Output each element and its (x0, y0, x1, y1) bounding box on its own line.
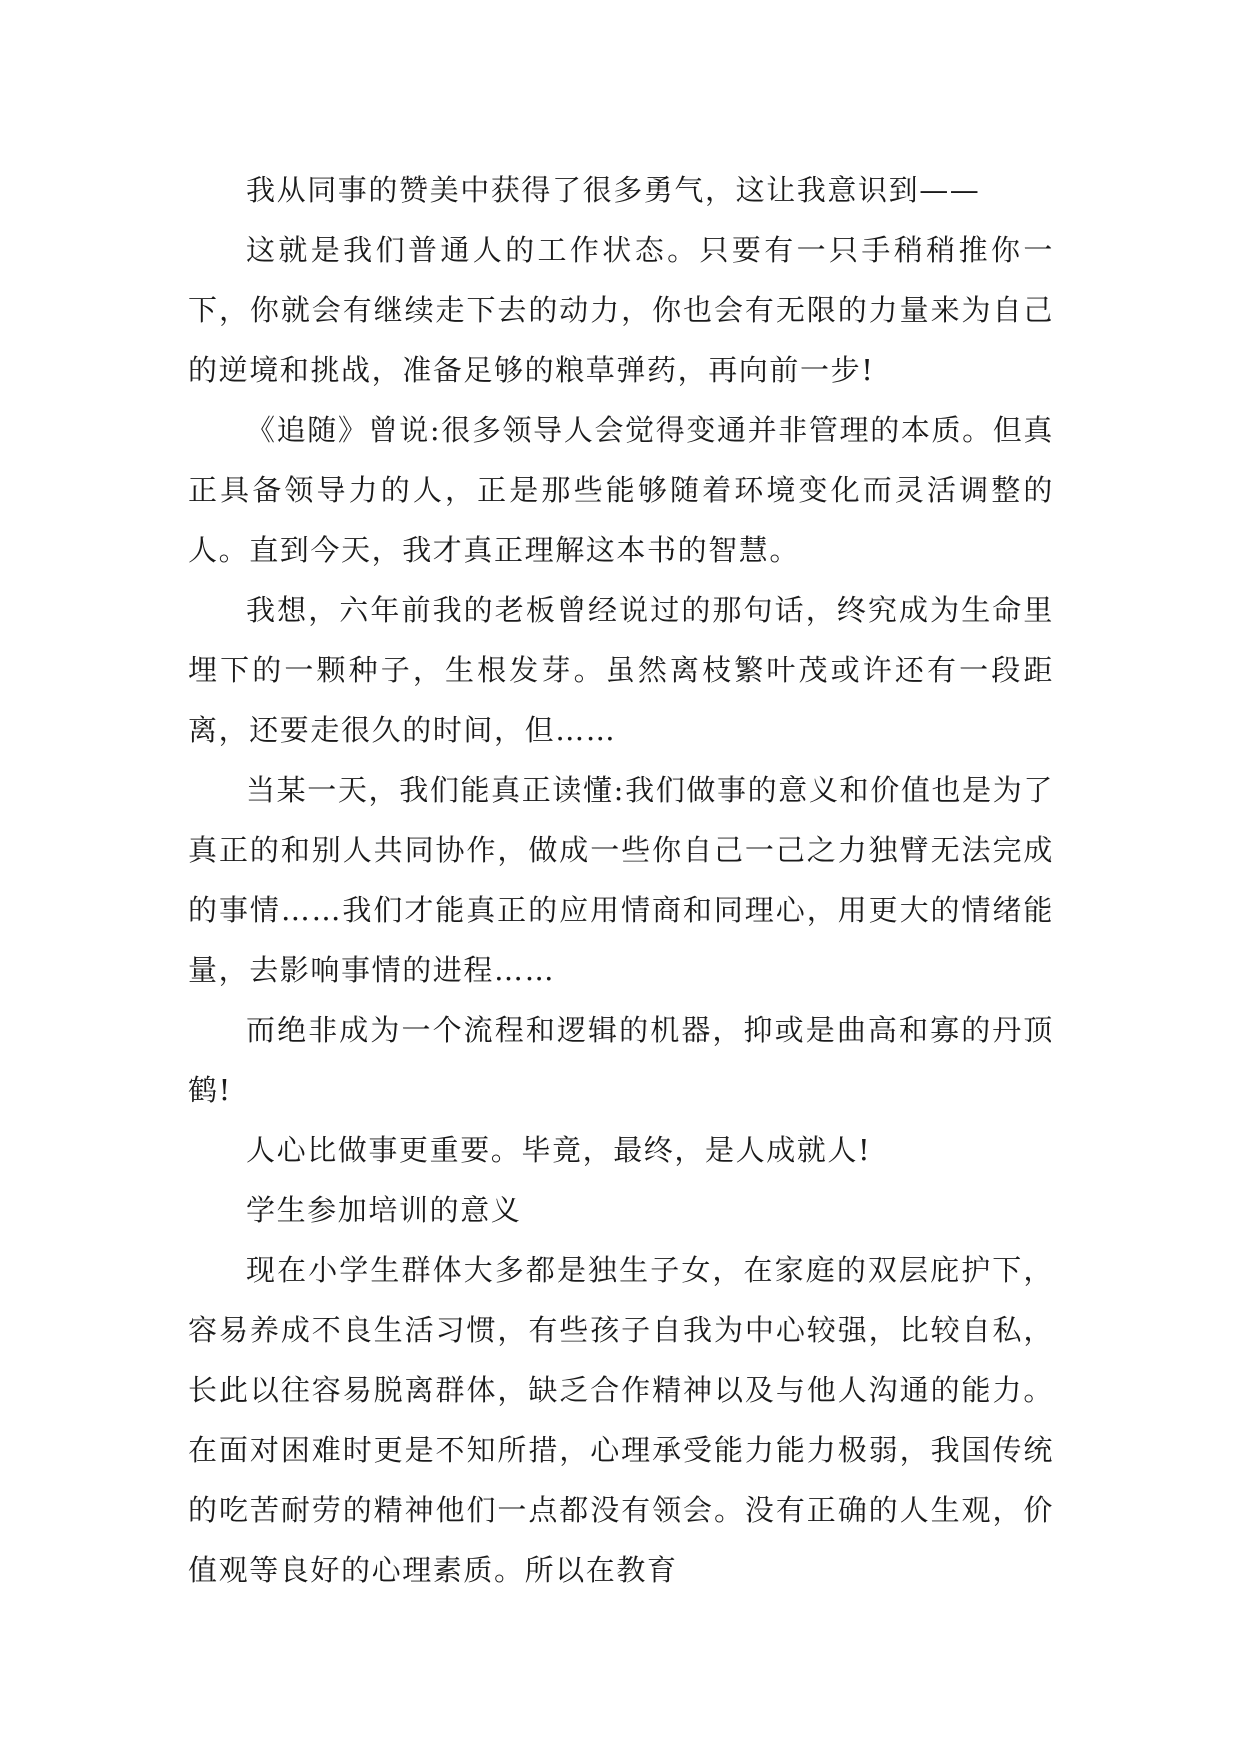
section-heading: 学生参加培训的意义 (246, 1193, 522, 1227)
paragraph: 这就是我们普通人的工作状态。只要有一只手稍稍推你一下，你就会有继续走下去的动力，你也会有无限的力量来为自己的逆境和挑战，准备足够的粮草弹药，再向前一步! (188, 233, 1054, 387)
paragraph: 现在小学生群体大多都是独生子女，在家庭的双层庇护下，容易养成不良生活习惯，有些孩子自我为中心较强，比较自私，长此以往容易脱离群体，缺乏合作精神以及与他人沟通的能力。在面对困难时更是不知所措，心理承受能力能力极弱，我国传统的吃苦耐劳的精神他们一点都没有领会。没有正确的人生观，价值观等良好的心理素质。所以在教育 (188, 1253, 1054, 1587)
paragraph: 而绝非成为一个流程和逻辑的机器，抑或是曲高和寡的丹顶鹤! (188, 1013, 1054, 1107)
paragraph: 我从同事的赞美中获得了很多勇气，这让我意识到—— (246, 173, 981, 207)
paragraph: 我想，六年前我的老板曾经说过的那句话，终究成为生命里埋下的一颗种子，生根发芽。虽然离枝繁叶茂或许还有一段距离，还要走很久的时间，但…… (188, 593, 1054, 747)
paragraph: 人心比做事更重要。毕竟，最终，是人成就人! (246, 1133, 872, 1167)
document-body (188, 160, 1054, 1600)
paragraph: 《追随》曾说:很多领导人会觉得变通并非管理的本质。但真正具备领导力的人，正是那些能够随着环境变化而灵活调整的人。直到今天，我才真正理解这本书的智慧。 (188, 413, 1054, 567)
paragraph: 当某一天，我们能真正读懂:我们做事的意义和价值也是为了真正的和别人共同协作，做成一些你自己一己之力独臂无法完成的事情……我们才能真正的应用情商和同理心，用更大的情绪能量，去影响事情的进程…… (188, 773, 1054, 987)
